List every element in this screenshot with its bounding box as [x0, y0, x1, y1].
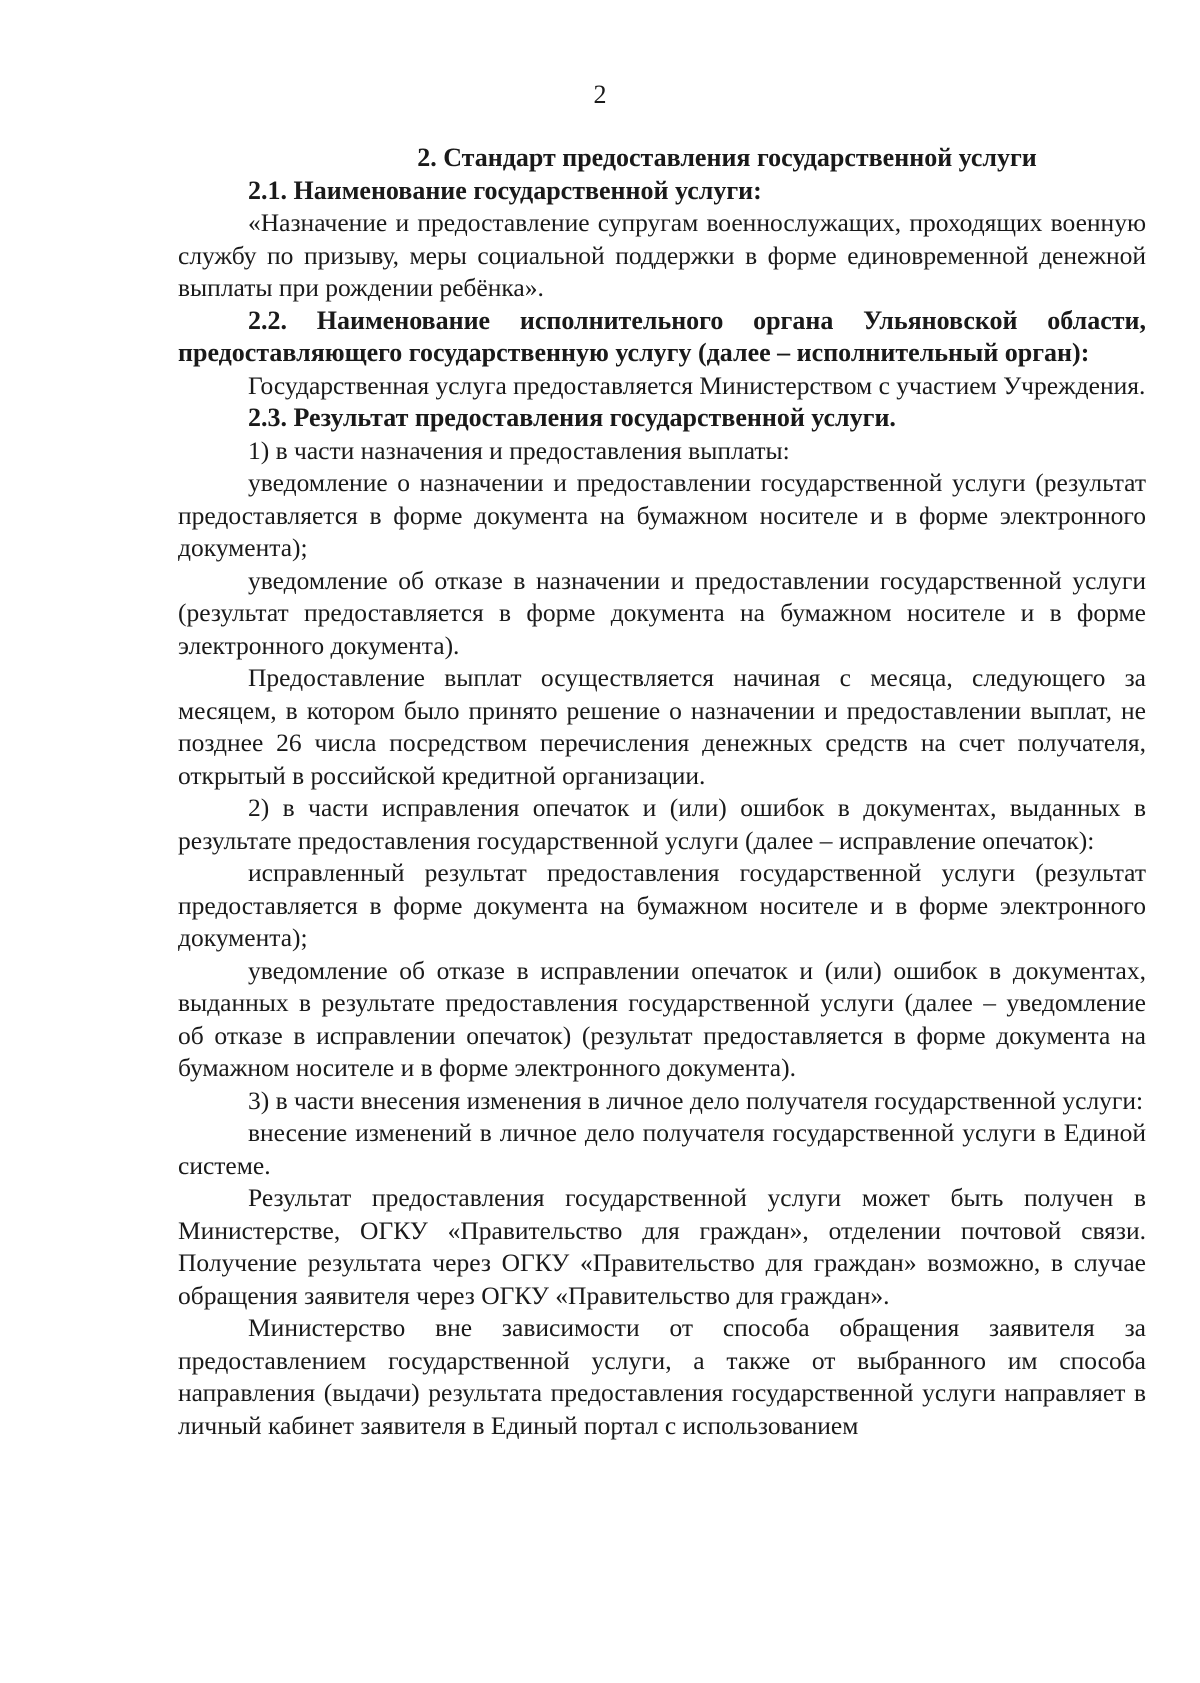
paragraph: исправленный результат предоставления государственной услуги (результат предоставляется в форме документа на бумажном носителе и в форме электронного документа);	[178, 858, 1146, 952]
subsection-heading: 2.1. Наименование государственной услуги:	[248, 175, 762, 205]
paragraph: 2) в части исправления опечаток и (или) ошибок в документах, выданных в результате предоставления государственной услуги (далее – исправление опечаток):	[178, 793, 1146, 855]
document-body	[178, 142, 1146, 1442]
paragraph: «Назначение и предоставление супругам военнослужащих, проходящих военную службу по призыву, меры социальной поддержки в форме единовременной денежной выплаты при рождении ребёнка».	[178, 208, 1146, 302]
paragraph: 1) в части назначения и предоставления выплаты:	[248, 435, 790, 465]
paragraph: Министерство вне зависимости от способа обращения заявителя за предоставлением государственной услуги, а также от выбранного им способа направления (выдачи) результата предоставления государственной услуги направляет в личный кабинет заявителя в Единый портал с использованием	[178, 1313, 1146, 1440]
paragraph: уведомление о назначении и предоставлении государственной услуги (результат предоставляется в форме документа на бумажном носителе и в форме электронного документа);	[178, 468, 1146, 562]
paragraph: Предоставление выплат осуществляется начиная с месяца, следующего за месяцем, в котором было принято решение о назначении и предоставлении выплат, не позднее 26 числа посредством перечисления денежных средств на счет получателя, открытый в российской кредитной организации.	[178, 663, 1146, 790]
paragraph: Государственная услуга предоставляется Министерством с участием Учреждения.	[248, 370, 1146, 400]
subsection-heading: 2.2. Наименование исполнительного органа Ульяновской области, предоставляющего государственную услугу (далее – исполнительный орган):	[178, 305, 1146, 367]
paragraph: 3) в части внесения изменения в личное дело получателя государственной услуги:	[248, 1085, 1144, 1115]
subsection-heading: 2.3. Результат предоставления государственной услуги.	[248, 403, 896, 432]
paragraph: Результат предоставления государственной услуги может быть получен в Министерстве, ОГКУ «Правительство для граждан», отделении почтовой связи. Получение результата через ОГКУ «Правительство для граждан» возможно, в случае обращения заявителя через ОГКУ «Правительство для граждан».	[178, 1183, 1146, 1310]
paragraph: уведомление об отказе в исправлении опечаток и (или) ошибок в документах, выданных в результате предоставления государственной услуги (далее – уведомление об отказе в исправлении опечаток) (результат предоставляется в форме документа на бумажном носителе и в форме электронного документа).	[178, 955, 1146, 1082]
paragraph: уведомление об отказе в назначении и предоставлении государственной услуги (результат предоставляется в форме документа на бумажном носителе и в форме электронного документа).	[178, 565, 1146, 660]
section-title: 2. Стандарт предоставления государственной услуги	[417, 143, 1037, 172]
paragraph: внесение изменений в личное дело получателя государственной услуги в Единой системе.	[178, 1118, 1146, 1180]
page-number: 2	[593, 80, 607, 109]
